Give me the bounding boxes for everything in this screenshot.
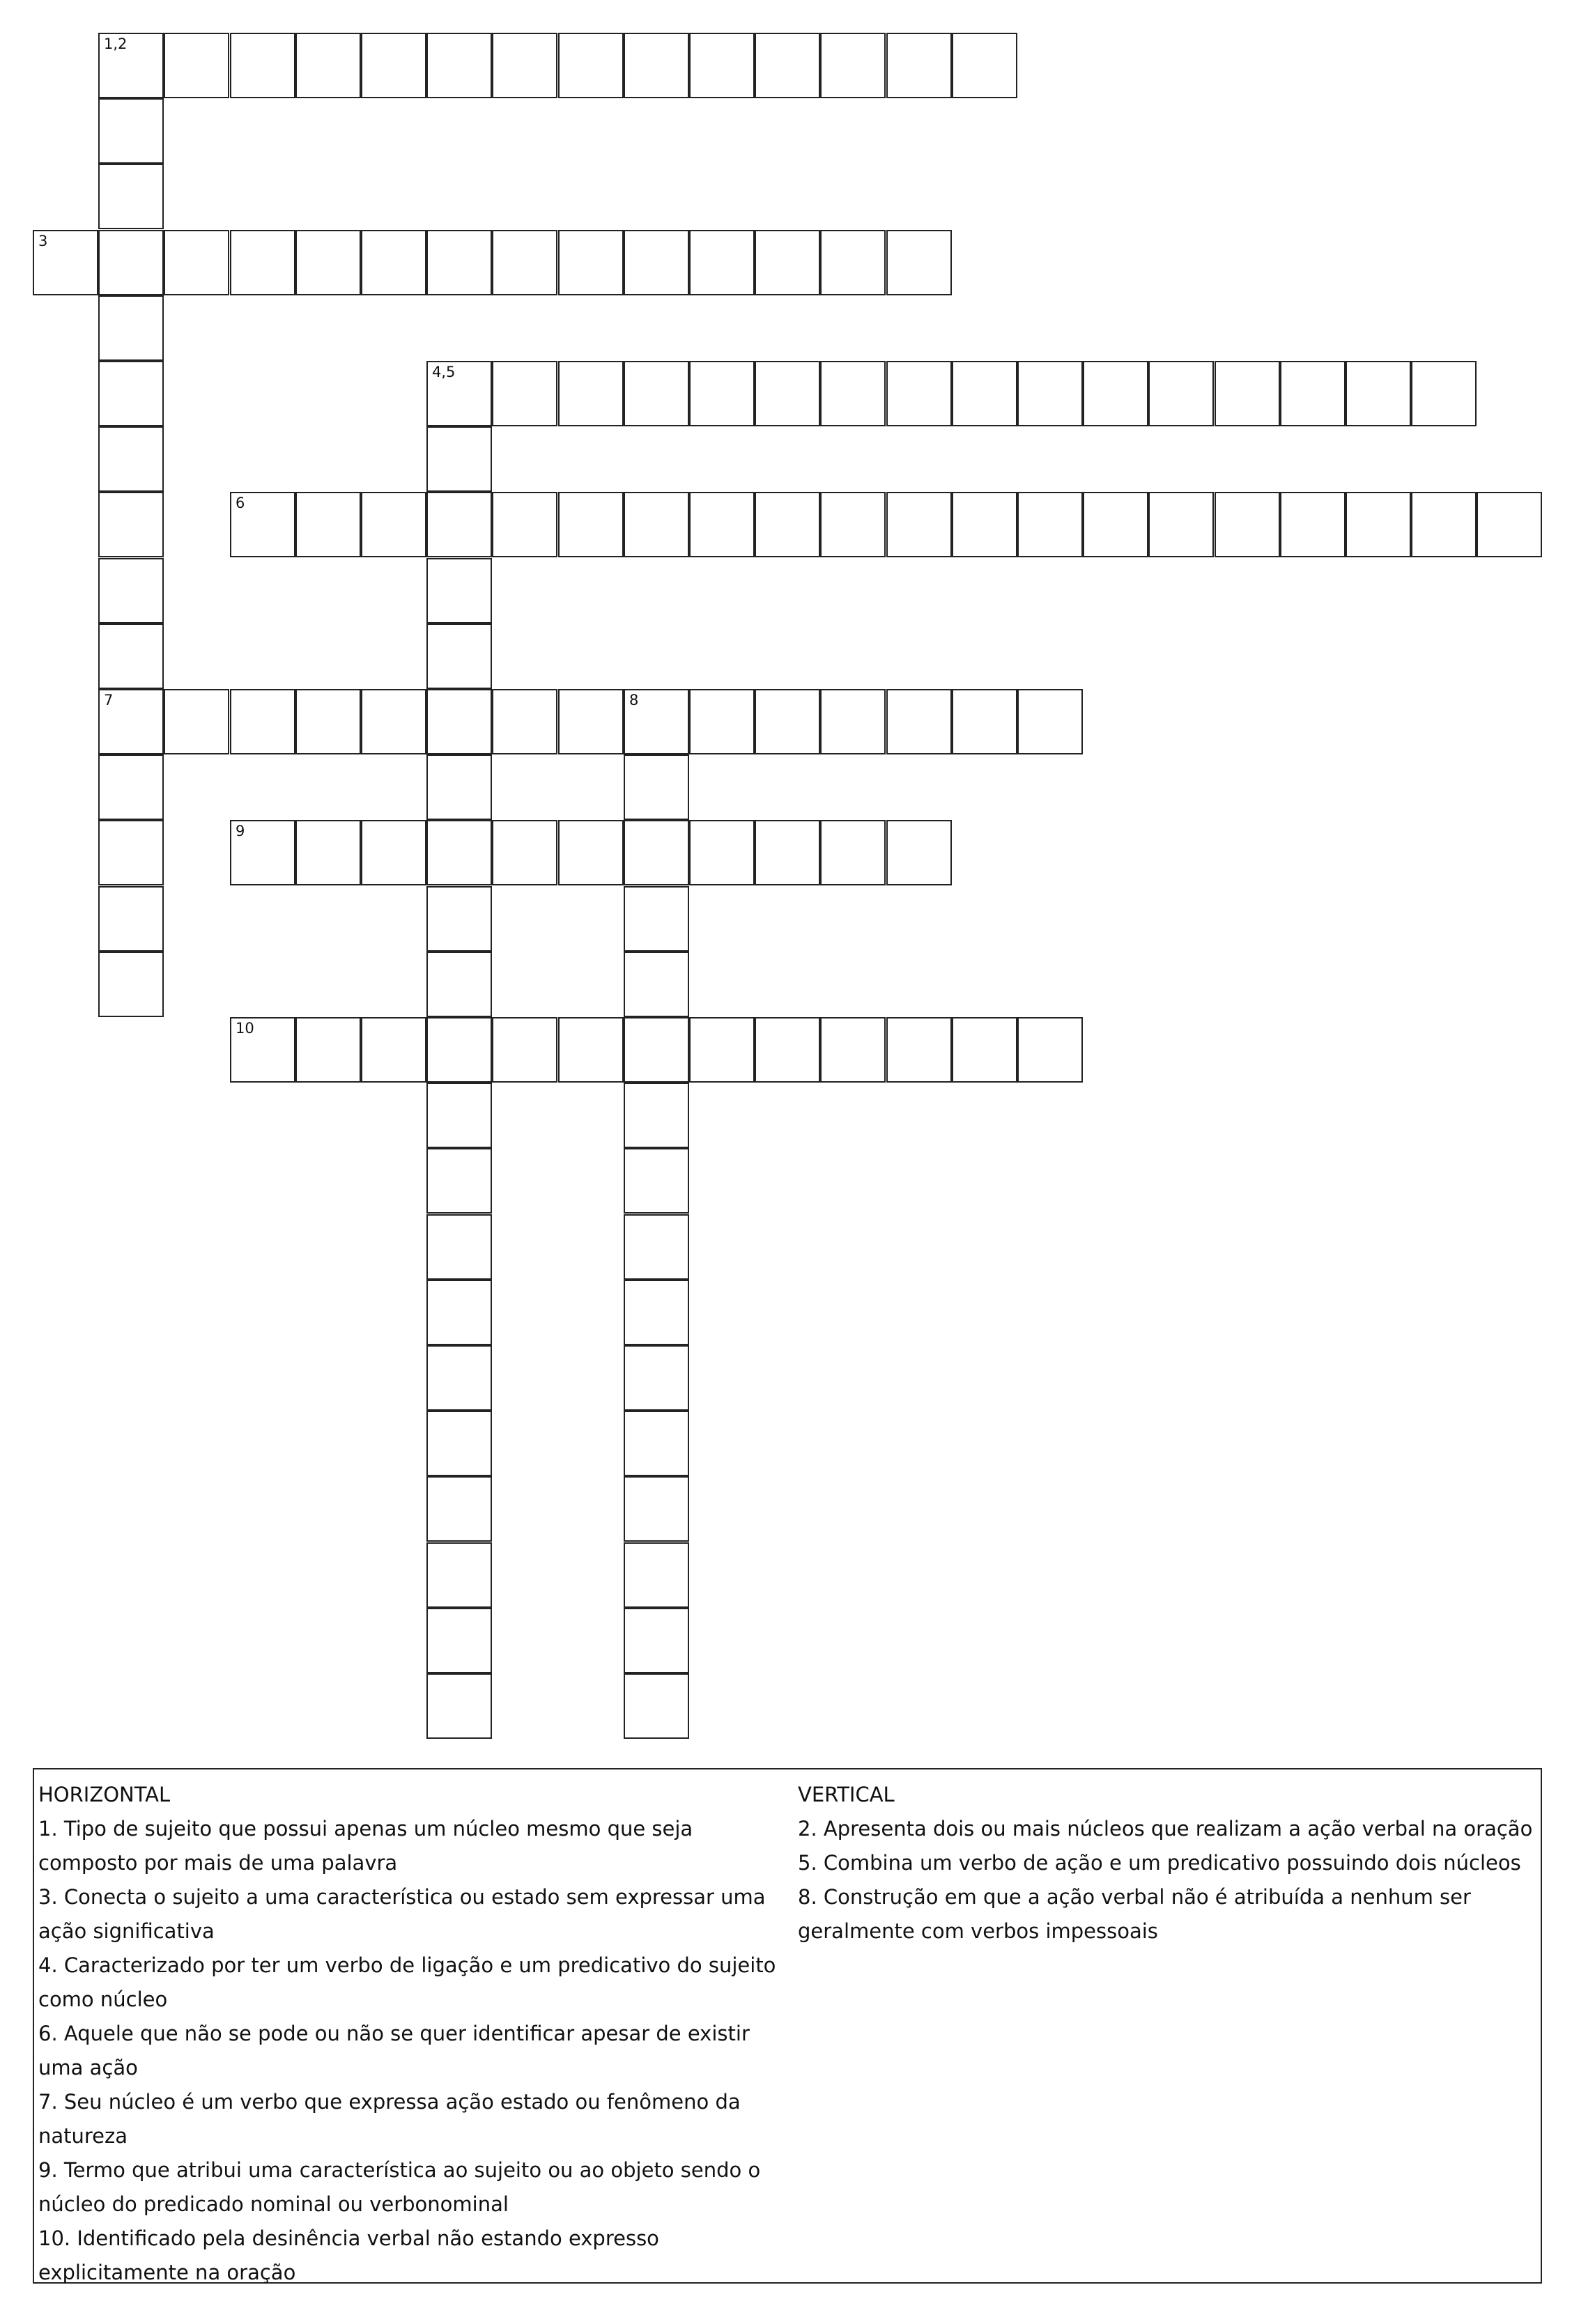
grid-cell[interactable] <box>624 492 689 557</box>
grid-cell[interactable] <box>689 492 755 557</box>
grid-cell[interactable] <box>295 1017 361 1083</box>
grid-cell[interactable] <box>98 33 164 98</box>
grid-cell[interactable] <box>492 33 557 98</box>
grid-cell[interactable] <box>426 361 492 426</box>
grid-cell[interactable] <box>624 1083 689 1148</box>
grid-cell[interactable] <box>689 230 755 295</box>
grid-cell[interactable] <box>98 952 164 1017</box>
grid-cell[interactable] <box>624 361 689 426</box>
clue-across-3: 3. Conecta o sujeito a uma característica ou estado sem expressar uma ação significativa <box>38 1885 766 1943</box>
grid-cell[interactable] <box>361 689 426 754</box>
grid-cell[interactable] <box>886 230 952 295</box>
grid-cell[interactable] <box>361 492 426 557</box>
grid-cell[interactable] <box>98 820 164 885</box>
grid-cell[interactable] <box>1017 1017 1083 1083</box>
grid-cell[interactable] <box>361 820 426 885</box>
grid-cell[interactable] <box>164 689 229 754</box>
clue-number: 3 <box>38 233 48 249</box>
clue-number: 1,2 <box>104 36 128 52</box>
grid-cell[interactable] <box>492 689 557 754</box>
clue-number: 9 <box>236 823 245 839</box>
grid-cell[interactable] <box>755 361 820 426</box>
grid-cell[interactable] <box>558 820 624 885</box>
grid-cell[interactable] <box>1017 492 1083 557</box>
grid-cell[interactable] <box>624 1411 689 1476</box>
grid-cell[interactable] <box>624 952 689 1017</box>
grid-cell[interactable] <box>295 820 361 885</box>
grid-cell[interactable] <box>426 1542 492 1608</box>
horizontal-clues <box>38 1778 784 2290</box>
grid-cell[interactable] <box>361 1017 426 1083</box>
grid-cell[interactable] <box>624 820 689 885</box>
grid-cell[interactable] <box>558 230 624 295</box>
grid-cell[interactable] <box>755 689 820 754</box>
grid-cell[interactable] <box>755 492 820 557</box>
grid-cell[interactable] <box>98 361 164 426</box>
grid-cell[interactable] <box>689 33 755 98</box>
grid-cell[interactable] <box>98 558 164 623</box>
grid-cell[interactable] <box>952 689 1017 754</box>
grid-cell[interactable] <box>624 1214 689 1280</box>
grid-cell[interactable] <box>755 820 820 885</box>
grid-cell[interactable] <box>624 1542 689 1608</box>
grid-cell[interactable] <box>230 492 295 557</box>
grid-cell[interactable] <box>230 689 295 754</box>
grid-cell[interactable] <box>426 1345 492 1411</box>
grid-cell[interactable] <box>1477 492 1542 557</box>
grid-cell[interactable] <box>426 33 492 98</box>
grid-cell[interactable] <box>558 33 624 98</box>
grid-cell[interactable] <box>1346 492 1411 557</box>
clue-across-10: 10. Identificado pela desinência verbal não estando expresso explicitamente na oração <box>38 2226 659 2284</box>
grid-cell[interactable] <box>295 492 361 557</box>
grid-cell[interactable] <box>624 1017 689 1083</box>
grid-cell[interactable] <box>426 1411 492 1476</box>
grid-cell[interactable] <box>295 33 361 98</box>
grid-cell[interactable] <box>689 689 755 754</box>
grid-cell[interactable] <box>886 820 952 885</box>
grid-cell[interactable] <box>426 886 492 952</box>
clue-number: 6 <box>236 495 245 511</box>
grid-cell[interactable] <box>820 1017 886 1083</box>
grid-cell[interactable] <box>361 230 426 295</box>
grid-cell[interactable] <box>820 689 886 754</box>
grid-cell[interactable] <box>361 33 426 98</box>
grid-cell[interactable] <box>295 689 361 754</box>
grid-cell[interactable] <box>98 426 164 492</box>
grid-cell[interactable] <box>1280 492 1346 557</box>
grid-cell[interactable] <box>98 754 164 820</box>
clue-number: 10 <box>236 1020 254 1037</box>
grid-cell[interactable] <box>820 230 886 295</box>
clue-across-9: 9. Termo que atribui uma característica ao sujeito ou ao objeto sendo o núcleo do predicado nominal ou verbonominal <box>38 2158 761 2216</box>
grid-cell[interactable] <box>426 1017 492 1083</box>
grid-cell[interactable] <box>98 886 164 952</box>
grid-cell[interactable] <box>624 1345 689 1411</box>
grid-cell[interactable] <box>230 33 295 98</box>
grid-cell[interactable] <box>426 558 492 623</box>
grid-cell[interactable] <box>98 164 164 229</box>
clue-across-4: 4. Caracterizado por ter um verbo de ligação e um predicativo do sujeito como núcleo <box>38 1953 776 2011</box>
grid-cell[interactable] <box>558 1017 624 1083</box>
grid-cell[interactable] <box>426 230 492 295</box>
grid-cell[interactable] <box>558 689 624 754</box>
grid-cell[interactable] <box>426 623 492 689</box>
grid-cell[interactable] <box>1017 361 1083 426</box>
grid-cell[interactable] <box>820 33 886 98</box>
grid-cell[interactable] <box>492 820 557 885</box>
grid-cell[interactable] <box>558 492 624 557</box>
clue-down-2: 2. Apresenta dois ou mais núcleos que realizam a ação verbal na oração <box>798 1817 1533 1841</box>
grid-cell[interactable] <box>624 886 689 952</box>
grid-cell[interactable] <box>492 361 557 426</box>
grid-cell[interactable] <box>820 361 886 426</box>
clue-number: 4,5 <box>432 364 456 380</box>
grid-cell[interactable] <box>98 230 164 295</box>
grid-cell[interactable] <box>755 1017 820 1083</box>
grid-cell[interactable] <box>1280 361 1346 426</box>
grid-cell[interactable] <box>624 1608 689 1673</box>
grid-cell[interactable] <box>820 492 886 557</box>
grid-cell[interactable] <box>426 820 492 885</box>
grid-cell[interactable] <box>689 1017 755 1083</box>
grid-cell[interactable] <box>952 1017 1017 1083</box>
grid-cell[interactable] <box>426 1608 492 1673</box>
grid-cell[interactable] <box>886 689 952 754</box>
grid-cell[interactable] <box>952 492 1017 557</box>
grid-cell[interactable] <box>1346 361 1411 426</box>
grid-cell[interactable] <box>426 1083 492 1148</box>
grid-cell[interactable] <box>886 33 952 98</box>
grid-cell[interactable] <box>1017 689 1083 754</box>
grid-cell[interactable] <box>426 952 492 1017</box>
horizontal-heading: HORIZONTAL <box>38 1783 171 1806</box>
clue-number: 7 <box>104 692 114 708</box>
grid-cell[interactable] <box>1411 492 1477 557</box>
grid-cell[interactable] <box>230 820 295 885</box>
vertical-heading: VERTICAL <box>798 1783 895 1806</box>
grid-cell[interactable] <box>98 492 164 557</box>
vertical-clues <box>798 1778 1536 1949</box>
grid-cell[interactable] <box>230 230 295 295</box>
grid-cell[interactable] <box>886 492 952 557</box>
grid-cell[interactable] <box>755 33 820 98</box>
grid-cell[interactable] <box>624 230 689 295</box>
grid-cell[interactable] <box>952 33 1017 98</box>
grid-cell[interactable] <box>1083 361 1148 426</box>
grid-cell[interactable] <box>820 820 886 885</box>
grid-cell[interactable] <box>426 1148 492 1214</box>
grid-cell[interactable] <box>230 1017 295 1083</box>
grid-cell[interactable] <box>98 295 164 361</box>
grid-cell[interactable] <box>426 1673 492 1739</box>
grid-cell[interactable] <box>98 623 164 689</box>
clues-box <box>33 1768 1542 2284</box>
grid-cell[interactable] <box>426 1476 492 1542</box>
grid-cell[interactable] <box>164 33 229 98</box>
grid-cell[interactable] <box>426 754 492 820</box>
grid-cell[interactable] <box>1215 492 1280 557</box>
grid-cell[interactable] <box>426 1280 492 1345</box>
grid-cell[interactable] <box>98 689 164 754</box>
clue-down-5: 5. Combina um verbo de ação e um predicativo possuindo dois núcleos <box>798 1851 1521 1875</box>
grid-cell[interactable] <box>558 361 624 426</box>
clue-down-8: 8. Construção em que a ação verbal não é atribuída a nenhum ser geralmente com verbos impessoais <box>798 1885 1471 1943</box>
grid-cell[interactable] <box>98 98 164 164</box>
grid-cell[interactable] <box>1148 361 1214 426</box>
grid-cell[interactable] <box>33 230 98 295</box>
grid-cell[interactable] <box>1148 492 1214 557</box>
grid-cell[interactable] <box>689 820 755 885</box>
grid-cell[interactable] <box>624 754 689 820</box>
grid-cell[interactable] <box>426 1214 492 1280</box>
grid-cell[interactable] <box>1215 361 1280 426</box>
grid-cell[interactable] <box>426 426 492 492</box>
grid-cell[interactable] <box>492 492 557 557</box>
grid-cell[interactable] <box>426 492 492 557</box>
clue-across-6: 6. Aquele que não se pode ou não se quer identificar apesar de existir uma ação <box>38 2022 750 2079</box>
grid-cell[interactable] <box>952 361 1017 426</box>
grid-cell[interactable] <box>1083 492 1148 557</box>
grid-cell[interactable] <box>624 689 689 754</box>
clue-number: 8 <box>629 692 639 708</box>
grid-cell[interactable] <box>886 361 952 426</box>
grid-cell[interactable] <box>1411 361 1477 426</box>
clue-across-7: 7. Seu núcleo é um verbo que expressa ação estado ou fenômeno da natureza <box>38 2090 741 2148</box>
grid-cell[interactable] <box>492 1017 557 1083</box>
grid-cell[interactable] <box>426 689 492 754</box>
grid-cell[interactable] <box>624 33 689 98</box>
grid-cell[interactable] <box>624 1476 689 1542</box>
grid-cell[interactable] <box>886 1017 952 1083</box>
grid-cell[interactable] <box>164 230 229 295</box>
grid-cell[interactable] <box>624 1673 689 1739</box>
grid-cell[interactable] <box>689 361 755 426</box>
grid-cell[interactable] <box>492 230 557 295</box>
clue-across-1: 1. Tipo de sujeito que possui apenas um núcleo mesmo que seja composto por mais de uma palavra <box>38 1817 693 1875</box>
grid-cell[interactable] <box>624 1148 689 1214</box>
grid-cell[interactable] <box>755 230 820 295</box>
grid-cell[interactable] <box>624 1280 689 1345</box>
grid-cell[interactable] <box>295 230 361 295</box>
